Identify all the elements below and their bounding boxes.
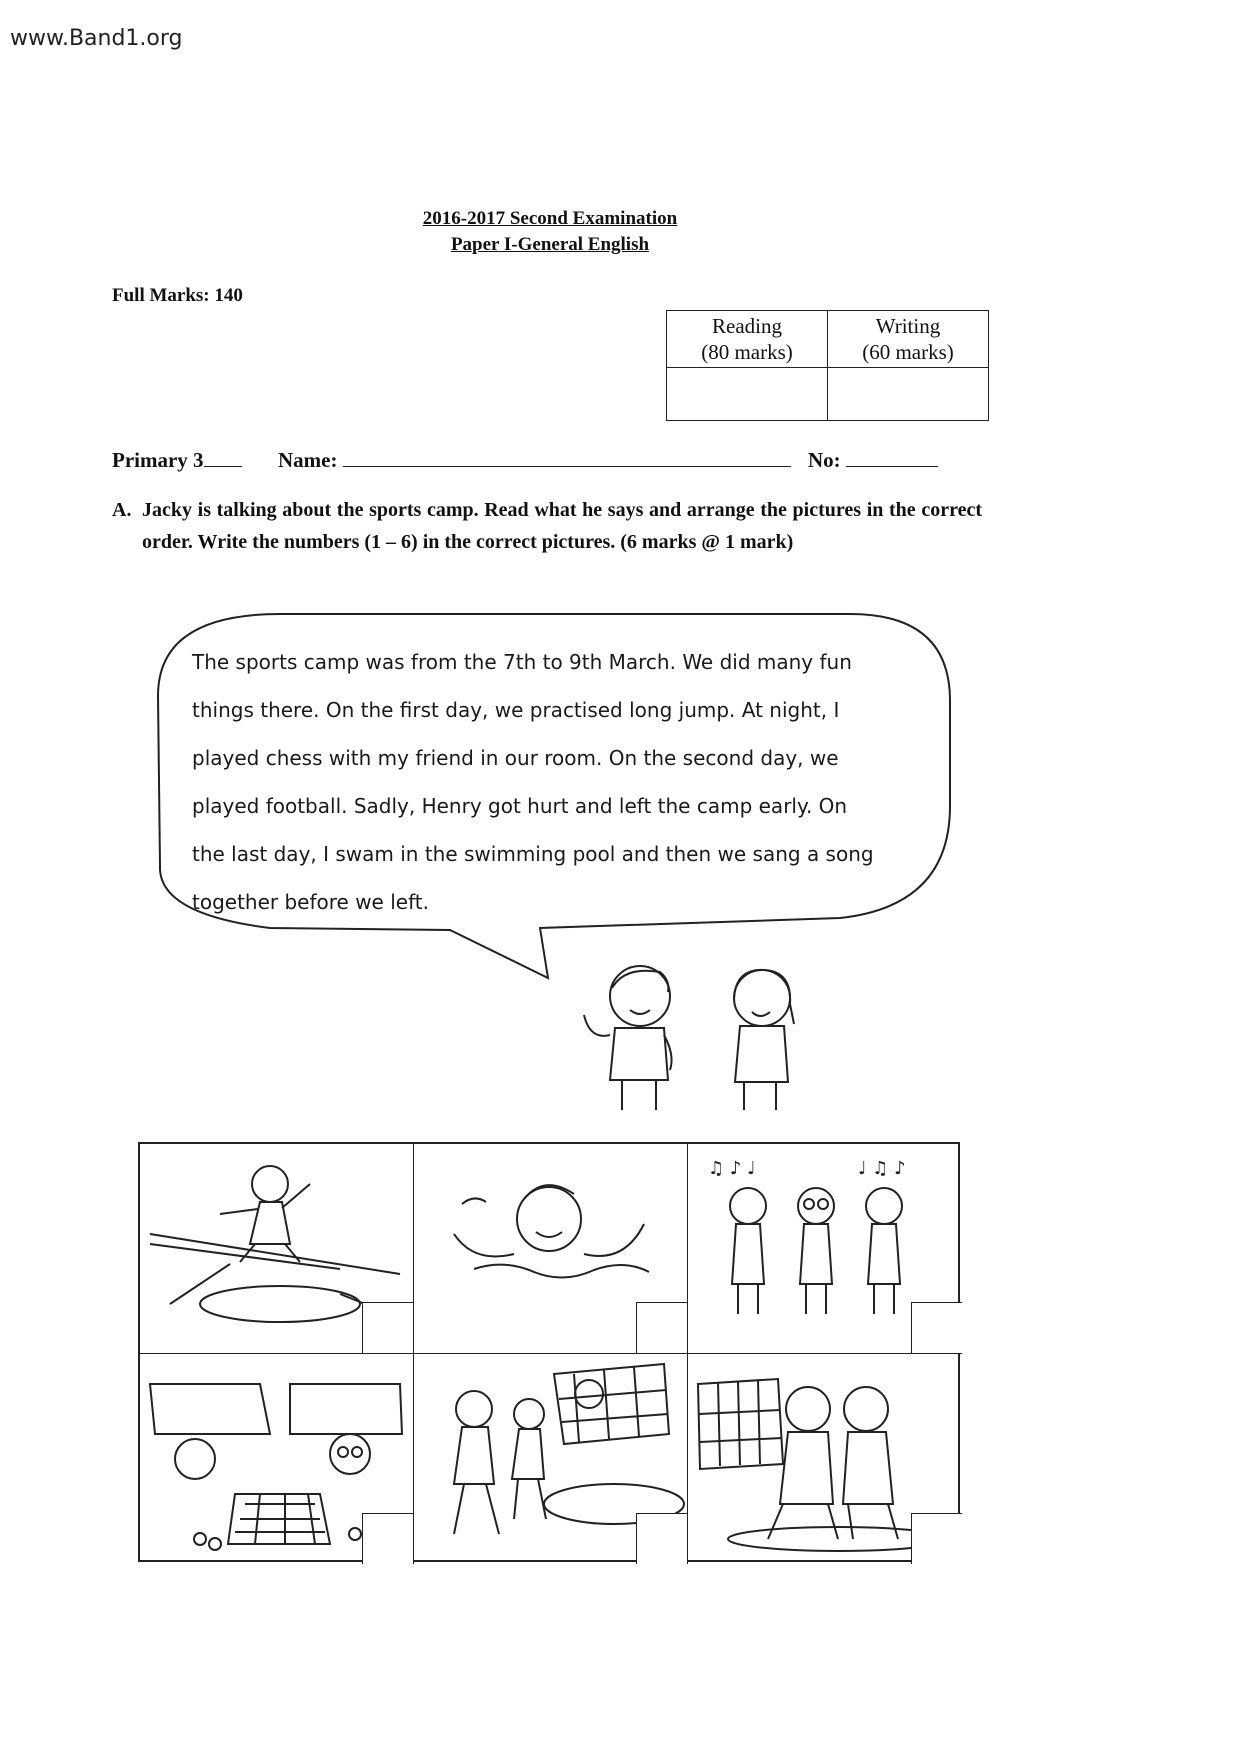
answer-box-football[interactable]: [636, 1513, 687, 1564]
reading-header: Reading (80 marks): [667, 311, 828, 368]
number-field: No:: [808, 446, 938, 473]
speech-text: The sports camp was from the 7th to 9th March. We did many fun things there. On the first day, we practised long jump. At night, I played chess with my friend in our room. On the second day, we played football. Sadly, Henry got hurt and left the camp early. On the last day, I swam in the swimming pool and then we sang a song together before we left.: [192, 650, 874, 914]
name-blank[interactable]: [343, 446, 791, 467]
name-field: Name:: [278, 446, 791, 473]
exam-title: 2016-2017 Second Examination: [422, 208, 678, 229]
full-marks: Full Marks: 140: [112, 285, 243, 306]
question-a-instruction: Jacky is talking about the sports camp. Read what he says and arrange the pictures in the correct order. Write the numbers (1 – 6) in the correct pictures. (6 marks @ 1 mark): [142, 499, 982, 553]
class-field: Primary 3: [112, 446, 242, 473]
class-blank[interactable]: [204, 446, 242, 467]
number-blank[interactable]: [846, 446, 938, 467]
jacky-and-friend-illustration: [570, 960, 830, 1120]
picture-singing: [688, 1144, 962, 1354]
reading-score-box[interactable]: [667, 368, 828, 421]
picture-football: [414, 1354, 688, 1564]
site-url[interactable]: www.Band1.org: [10, 26, 183, 51]
answer-box-long-jump[interactable]: [362, 1302, 413, 1353]
picture-chess: [140, 1354, 414, 1564]
marks-table: [666, 310, 989, 421]
picture-long-jump: [140, 1144, 414, 1354]
answer-box-injured-friend[interactable]: [911, 1513, 962, 1564]
svg-text:♫ ♪ ♩: ♫ ♪ ♩: [708, 1158, 756, 1179]
paper-title: Paper I-General English: [450, 234, 650, 255]
answer-box-swimming[interactable]: [636, 1302, 687, 1353]
picture-swimming: [414, 1144, 688, 1354]
picture-injured-friend: [688, 1354, 962, 1564]
svg-text:♩ ♫ ♪: ♩ ♫ ♪: [858, 1158, 906, 1179]
writing-score-box[interactable]: [828, 368, 989, 421]
question-a: A. Jacky is talking about the sports camp. Read what he says and arrange the pictures in the correct order. Write the numbers (1 – 6) in the correct pictures. (6 marks @ 1 mark): [112, 494, 982, 558]
writing-header: Writing (60 marks): [828, 311, 989, 368]
answer-box-singing[interactable]: [911, 1302, 962, 1353]
pictures-grid: [138, 1142, 960, 1562]
answer-box-chess[interactable]: [362, 1513, 413, 1564]
